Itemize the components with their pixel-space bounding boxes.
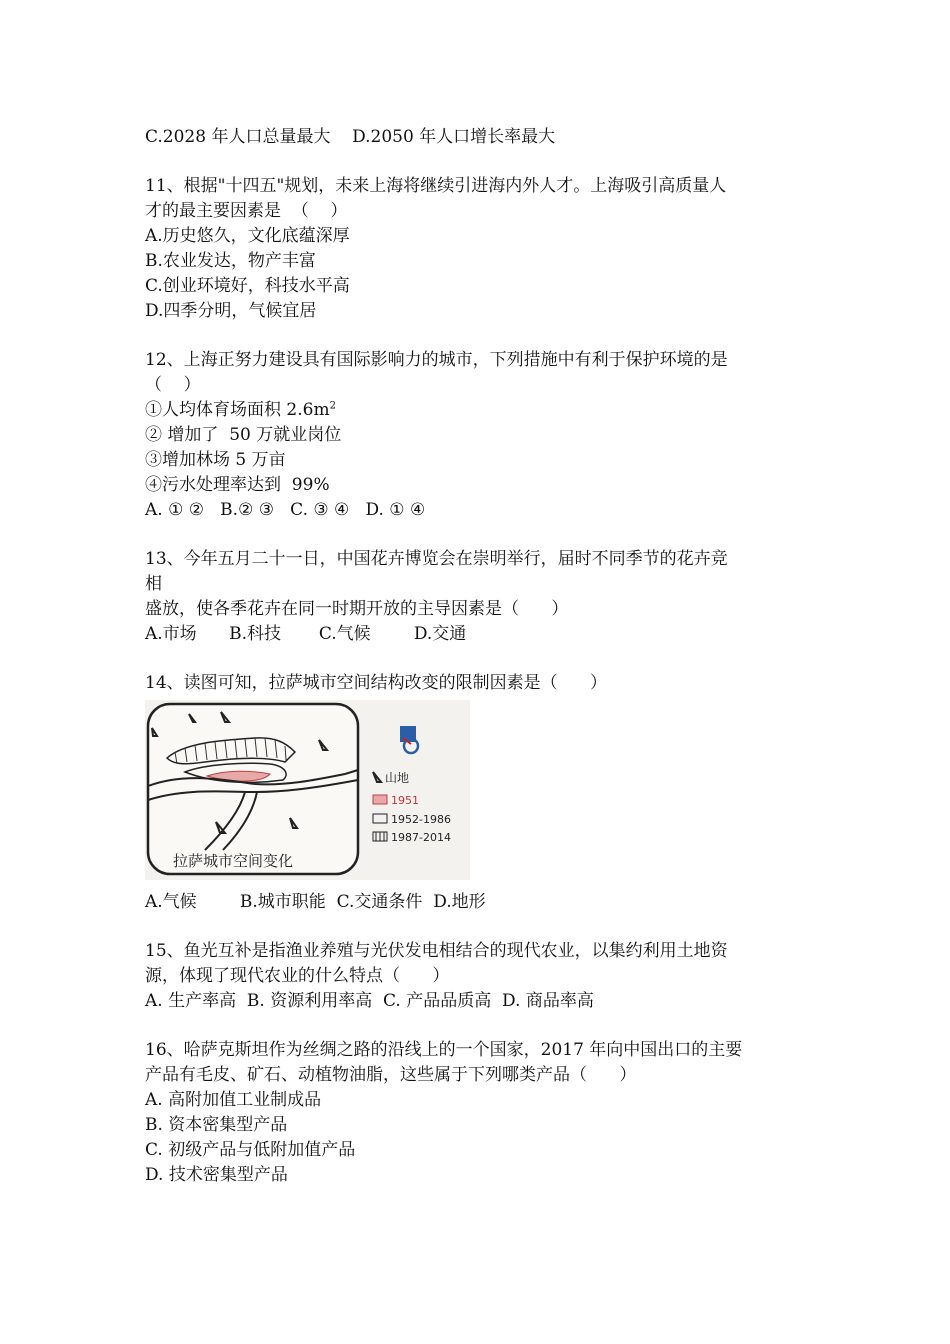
q16-option-d: D. 技术密集型产品 [145,1165,288,1185]
q12-options: A. ① ② B.② ③ C. ③ ④ D. ① ④ [145,500,426,520]
question-14 [145,671,805,915]
q15-options: A. 生产率高 B. 资源利用率高 C. 产品品质高 D. 商品率高 [145,991,594,1011]
q16-option-b: B. 资本密集型产品 [145,1115,288,1135]
q12-item-3: ③增加林场 5 万亩 [145,450,286,470]
q14-stem: 14、读图可知，拉萨城市空间结构改变的限制因素是（ ） [145,673,608,693]
question-10-tail [145,125,805,150]
q14-options: A.气候 B.城市职能 C.交通条件 D.地形 [145,892,486,912]
legend-1952-1986-label: 1952-1986 [391,813,451,826]
q11-option-b: B.农业发达，物产丰富 [145,251,316,271]
q15-stem-line2: 源，体现了现代农业的什么特点（ ） [145,966,450,986]
q12-stem-line1: 12、上海正努力建设具有国际影响力的城市，下列措施中有利于保护环境的是 [145,350,728,370]
q11-option-a: A.历史悠久，文化底蕴深厚 [145,226,350,246]
q13-stem-line2: 相 [145,574,162,594]
map-caption: 拉萨城市空间变化 [173,852,294,870]
q10-options-cd: C.2028 年人口总量最大 D.2050 年人口增长率最大 [145,127,556,147]
question-16 [145,1038,805,1188]
question-12 [145,348,805,523]
q12-item-1-superscript: 2 [329,400,336,412]
q16-stem-line2: 产品有毛皮、矿石、动植物油脂，这些属于下列哪类产品（ ） [145,1065,637,1085]
q16-stem-line1: 16、哈萨克斯坦作为丝绸之路的沿线上的一个国家，2017 年向中国出口的主要 [145,1040,743,1060]
question-11 [145,174,805,324]
lhasa-urban-change-map [145,700,470,880]
q16-option-c: C. 初级产品与低附加值产品 [145,1140,356,1160]
map-frame [148,704,358,874]
q13-options: A.市场 B.科技 C.气候 D.交通 [145,624,467,644]
question-15 [145,939,805,1014]
q16-option-a: A. 高附加值工业制成品 [145,1090,322,1110]
q11-option-d: D.四季分明，气候宜居 [145,301,317,321]
question-list [145,125,805,1212]
q12-stem-line2: （ ） [145,375,201,395]
q15-stem-line1: 15、鱼光互补是指渔业养殖与光伏发电相结合的现代农业，以集约利用土地资 [145,941,728,961]
question-13 [145,547,805,647]
q11-option-c: C.创业环境好，科技水平高 [145,276,350,296]
q12-item-2: ② 增加了 50 万就业岗位 [145,425,342,445]
q12-item-4: ④污水处理率达到 99% [145,475,330,495]
lhasa-map-figure [145,700,805,880]
q12-item-1-text: ①人均体育场面积 2.6m [145,400,330,420]
legend-1951-swatch [373,795,387,804]
q13-stem-line1: 13、今年五月二十一日，中国花卉博览会在崇明举行，届时不同季节的花卉竞 [145,549,728,569]
q12-item-1 [145,398,805,423]
legend-1951-label: 1951 [391,794,419,807]
legend-mountain-label: 山地 [385,771,410,785]
q11-stem-line1: 11、根据"十四五"规划，未来上海将继续引进海内外人才。上海吸引高质量人 [145,176,727,196]
q13-stem-line3: 盛放，使各季花卉在同一时期开放的主导因素是（ ） [145,599,569,619]
q11-stem-line2: 才的最主要因素是 （ ） [145,201,348,221]
legend-1987-2014-label: 1987-2014 [391,831,451,844]
